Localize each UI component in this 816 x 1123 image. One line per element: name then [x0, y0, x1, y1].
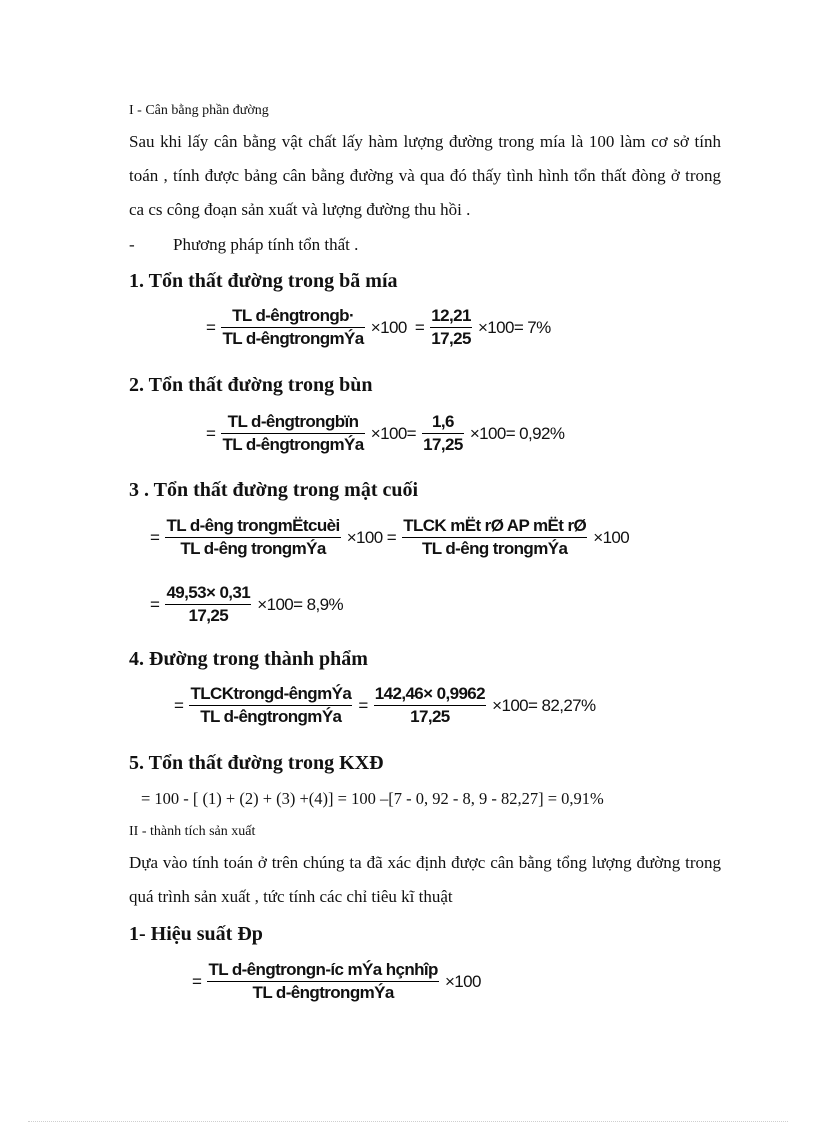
multiplier: ×100: [444, 971, 481, 991]
numerator: TL d-êngtrongb·: [221, 306, 364, 328]
denominator: TL d-êng trongmÝa: [180, 539, 326, 558]
numerator-value: 142,46× 0,9962: [374, 684, 486, 706]
item-6-formula: [190, 960, 483, 1003]
denominator: TL d-êngtrongmÝa: [222, 435, 364, 454]
multiplier: ×100: [370, 317, 407, 337]
fraction-values: [422, 412, 464, 455]
item-1-title: 1. Tổn thất đường trong bã mía: [129, 270, 398, 292]
result: ×100= 82,27%: [492, 695, 596, 715]
equals-sign: =: [150, 594, 160, 614]
item-3-formula: [148, 516, 631, 559]
equals-sign: =: [192, 971, 202, 991]
numerator: TL d-êng trongmËtcuèi: [165, 516, 340, 538]
bullet-dash: -: [129, 235, 135, 254]
denominator-value: 17,25: [188, 606, 229, 625]
numerator: TL d-êngtrongbïn: [221, 412, 364, 434]
fraction-values: [165, 583, 251, 626]
item-2-title: 2. Tổn thất đường trong bùn: [129, 374, 373, 396]
numerator-value: 1,6: [422, 412, 464, 434]
numerator-value: 12,21: [430, 306, 472, 328]
item-4-title: 4. Đường trong thành phẩm: [129, 648, 368, 670]
fraction-values: [430, 306, 472, 349]
result: ×100= 7%: [477, 317, 551, 337]
equals-sign: =: [414, 317, 425, 337]
denominator-2: TL d-êng trongmÝa: [421, 539, 568, 558]
denominator: TL d-êngtrongmÝa: [252, 983, 394, 1002]
result: ×100= 0,92%: [469, 423, 565, 443]
equals-sign: =: [150, 527, 160, 547]
section-1-paragraph: Sau khi lấy cân bằng vật chất lấy hàm lượng đường trong mía là 100 làm cơ sở tính toán , tính được bảng cân bằng đường và qua đó thấy tình hình tổn thất đòng ở trong ca cs công đoạn sản xuất và lượng đường thu hồi .: [129, 132, 721, 219]
denominator-value: 17,25: [410, 707, 450, 726]
numerator: TL d-êngtrongn-íc mÝa hçnhîp: [207, 960, 438, 982]
equals-sign-2: =: [358, 695, 368, 715]
item-1-formula: [204, 306, 553, 349]
denominator: TL d-êngtrongmÝa: [200, 707, 342, 726]
denominator: TL d-êngtrongmÝa: [222, 329, 364, 348]
item-3-formula-values: [148, 583, 345, 626]
equals-sign: =: [206, 423, 216, 443]
fraction: [221, 412, 364, 455]
fraction: [221, 306, 364, 349]
item-5-formula: = 100 - [ (1) + (2) + (3) +(4)] = 100 –[7 - 0, 92 - 8, 9 - 82,27] = 0,91%: [141, 789, 604, 808]
item-3-title: 3 . Tổn thất đường trong mật cuối: [129, 479, 419, 501]
equals-sign: =: [174, 695, 184, 715]
fraction: [165, 516, 340, 559]
fraction-2: [402, 516, 587, 559]
numerator-2: TLCK mËt rØ AP mËt rØ: [402, 516, 587, 538]
item-2-formula: [204, 412, 566, 455]
multiplier: ×100=: [370, 423, 417, 443]
fraction: [207, 960, 438, 1003]
denominator-value: 17,25: [431, 329, 471, 348]
item-5-title: 5. Tổn thất đường trong KXĐ: [129, 752, 384, 774]
fraction-values: [374, 684, 486, 727]
fraction: [189, 684, 352, 727]
numerator-value: 49,53× 0,31: [165, 583, 251, 605]
equals-sign: =: [206, 317, 216, 337]
section-1-heading: I - Cân bằng phần đường: [129, 103, 269, 118]
section-2-heading: II - thành tích sản xuất: [129, 824, 256, 839]
page-bottom-divider: [28, 1121, 788, 1122]
result: ×100= 8,9%: [257, 594, 343, 614]
multiplier: ×100 =: [346, 527, 397, 547]
numerator: TLCKtrongd-êngmÝa: [189, 684, 352, 706]
bullet-text: Phương pháp tính tổn thất .: [173, 235, 359, 254]
multiplier-2: ×100: [593, 527, 630, 547]
item-4-formula: [172, 684, 598, 727]
item-6-title: 1- Hiệu suất Đp: [129, 923, 263, 945]
denominator-value: 17,25: [423, 435, 463, 454]
section-2-paragraph: Dựa vào tính toán ở trên chúng ta đã xác định được cân bằng tổng lượng đường trong quá trình sản xuất , tức tính các chỉ tiêu kĩ thuật: [129, 853, 721, 906]
